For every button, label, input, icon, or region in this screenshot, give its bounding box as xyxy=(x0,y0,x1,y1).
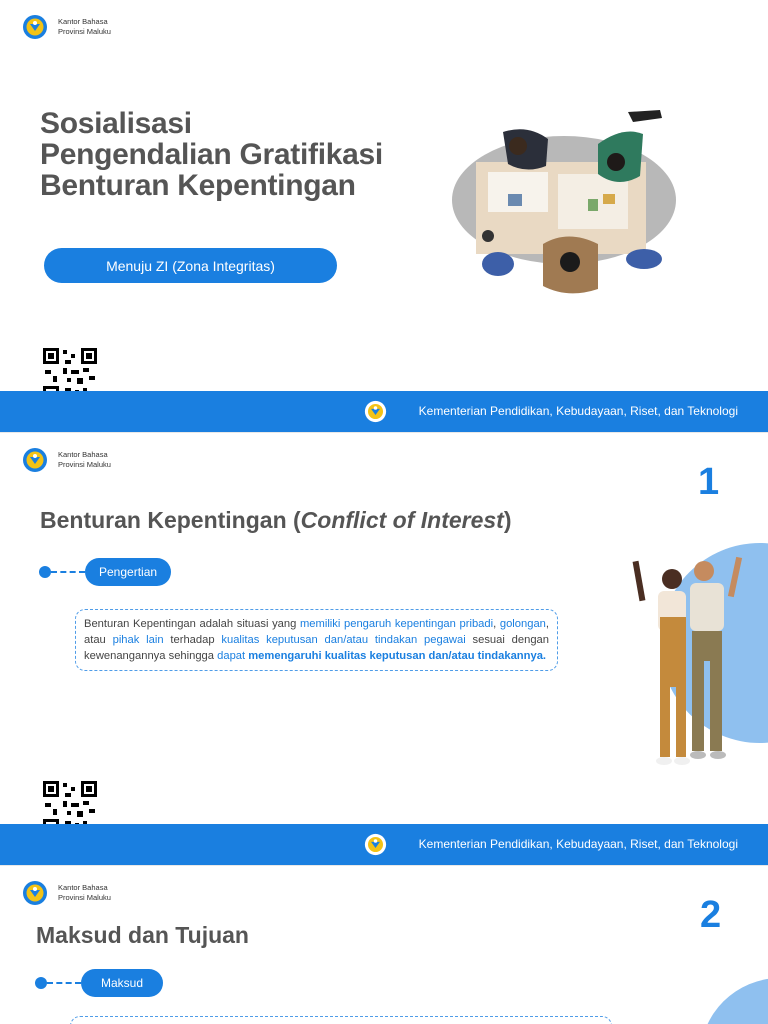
org-name xyxy=(58,450,111,470)
decorative-circle xyxy=(700,978,768,1024)
tut-wuri-logo-icon xyxy=(364,833,387,856)
footer-ministry-name: Kementerian Pendidikan, Kebudayaan, Riset, dan Teknologi xyxy=(418,837,738,851)
slide-number: 1 xyxy=(698,461,720,503)
def-highlight: kualitas keputusan dan/atau tindakan pegawai xyxy=(221,634,466,646)
org-line2: Provinsi Maluku xyxy=(58,893,111,902)
dash-connector xyxy=(47,982,81,984)
definition-box xyxy=(75,609,558,671)
def-highlight: golongan xyxy=(499,618,546,630)
bullet-dot xyxy=(39,566,51,578)
tut-wuri-logo-icon xyxy=(22,14,48,40)
org-line1: Kantor Bahasa xyxy=(58,17,108,26)
title-line1: Sosialisasi xyxy=(40,107,192,140)
tut-wuri-logo-icon xyxy=(22,880,48,906)
slide-conflict-of-interest xyxy=(0,433,768,865)
org-line2: Provinsi Maluku xyxy=(58,460,111,469)
title-close: ) xyxy=(503,507,512,533)
org-line1: Kantor Bahasa xyxy=(58,883,108,892)
title-line2: Pengendalian Gratifikasi xyxy=(40,138,383,171)
def-highlight: pihak lain xyxy=(112,634,164,646)
def-text: , atau xyxy=(84,618,549,646)
title-main: Benturan Kepentingan ( xyxy=(40,507,301,533)
def-highlight: dapat xyxy=(217,650,246,662)
definition-box xyxy=(70,1016,612,1024)
def-highlight: memengaruhi kualitas keputusan dan/atau tindakannya. xyxy=(248,650,547,662)
footer-ministry-name: Kementerian Pendidikan, Kebudayaan, Riset, dan Teknologi xyxy=(418,404,738,418)
footer-bar xyxy=(0,391,768,432)
def-highlight: memiliki pengaruh kepentingan pribadi xyxy=(299,618,494,630)
org-name xyxy=(58,17,111,37)
org-header xyxy=(22,14,111,40)
slide-maksud-tujuan xyxy=(0,866,768,1024)
zona-integritas-button[interactable]: Menuju ZI (Zona Integritas) xyxy=(44,248,337,283)
slide-number: 2 xyxy=(700,894,722,936)
section-title: Maksud dan Tujuan xyxy=(36,922,249,948)
org-name xyxy=(58,883,111,903)
meeting-illustration xyxy=(448,104,680,298)
footer-bar xyxy=(0,824,768,865)
slide-cover xyxy=(0,0,768,432)
def-text: , xyxy=(493,618,500,630)
maksud-tag: Maksud xyxy=(81,969,163,997)
title-italic: Conflict of Interest xyxy=(300,507,504,533)
pengertian-tag-group xyxy=(39,558,171,586)
def-text: sesuai dengan kewenangannya sehingga xyxy=(84,634,549,662)
tut-wuri-logo-icon xyxy=(364,400,387,423)
bullet-dot xyxy=(35,977,47,989)
def-text: terhadap xyxy=(163,634,222,646)
org-header xyxy=(22,880,111,906)
tut-wuri-logo-icon xyxy=(22,447,48,473)
people-illustration xyxy=(628,551,752,771)
section-title xyxy=(40,507,512,534)
org-line1: Kantor Bahasa xyxy=(58,450,108,459)
maksud-tag-group xyxy=(35,969,163,997)
title-line3: Benturan Kepentingan xyxy=(40,169,356,202)
org-header xyxy=(22,447,111,473)
pengertian-tag: Pengertian xyxy=(85,558,171,586)
dash-connector xyxy=(51,571,85,573)
page-title xyxy=(40,108,440,201)
org-line2: Provinsi Maluku xyxy=(58,27,111,36)
def-text: Benturan Kepentingan adalah situasi yang xyxy=(84,618,300,630)
